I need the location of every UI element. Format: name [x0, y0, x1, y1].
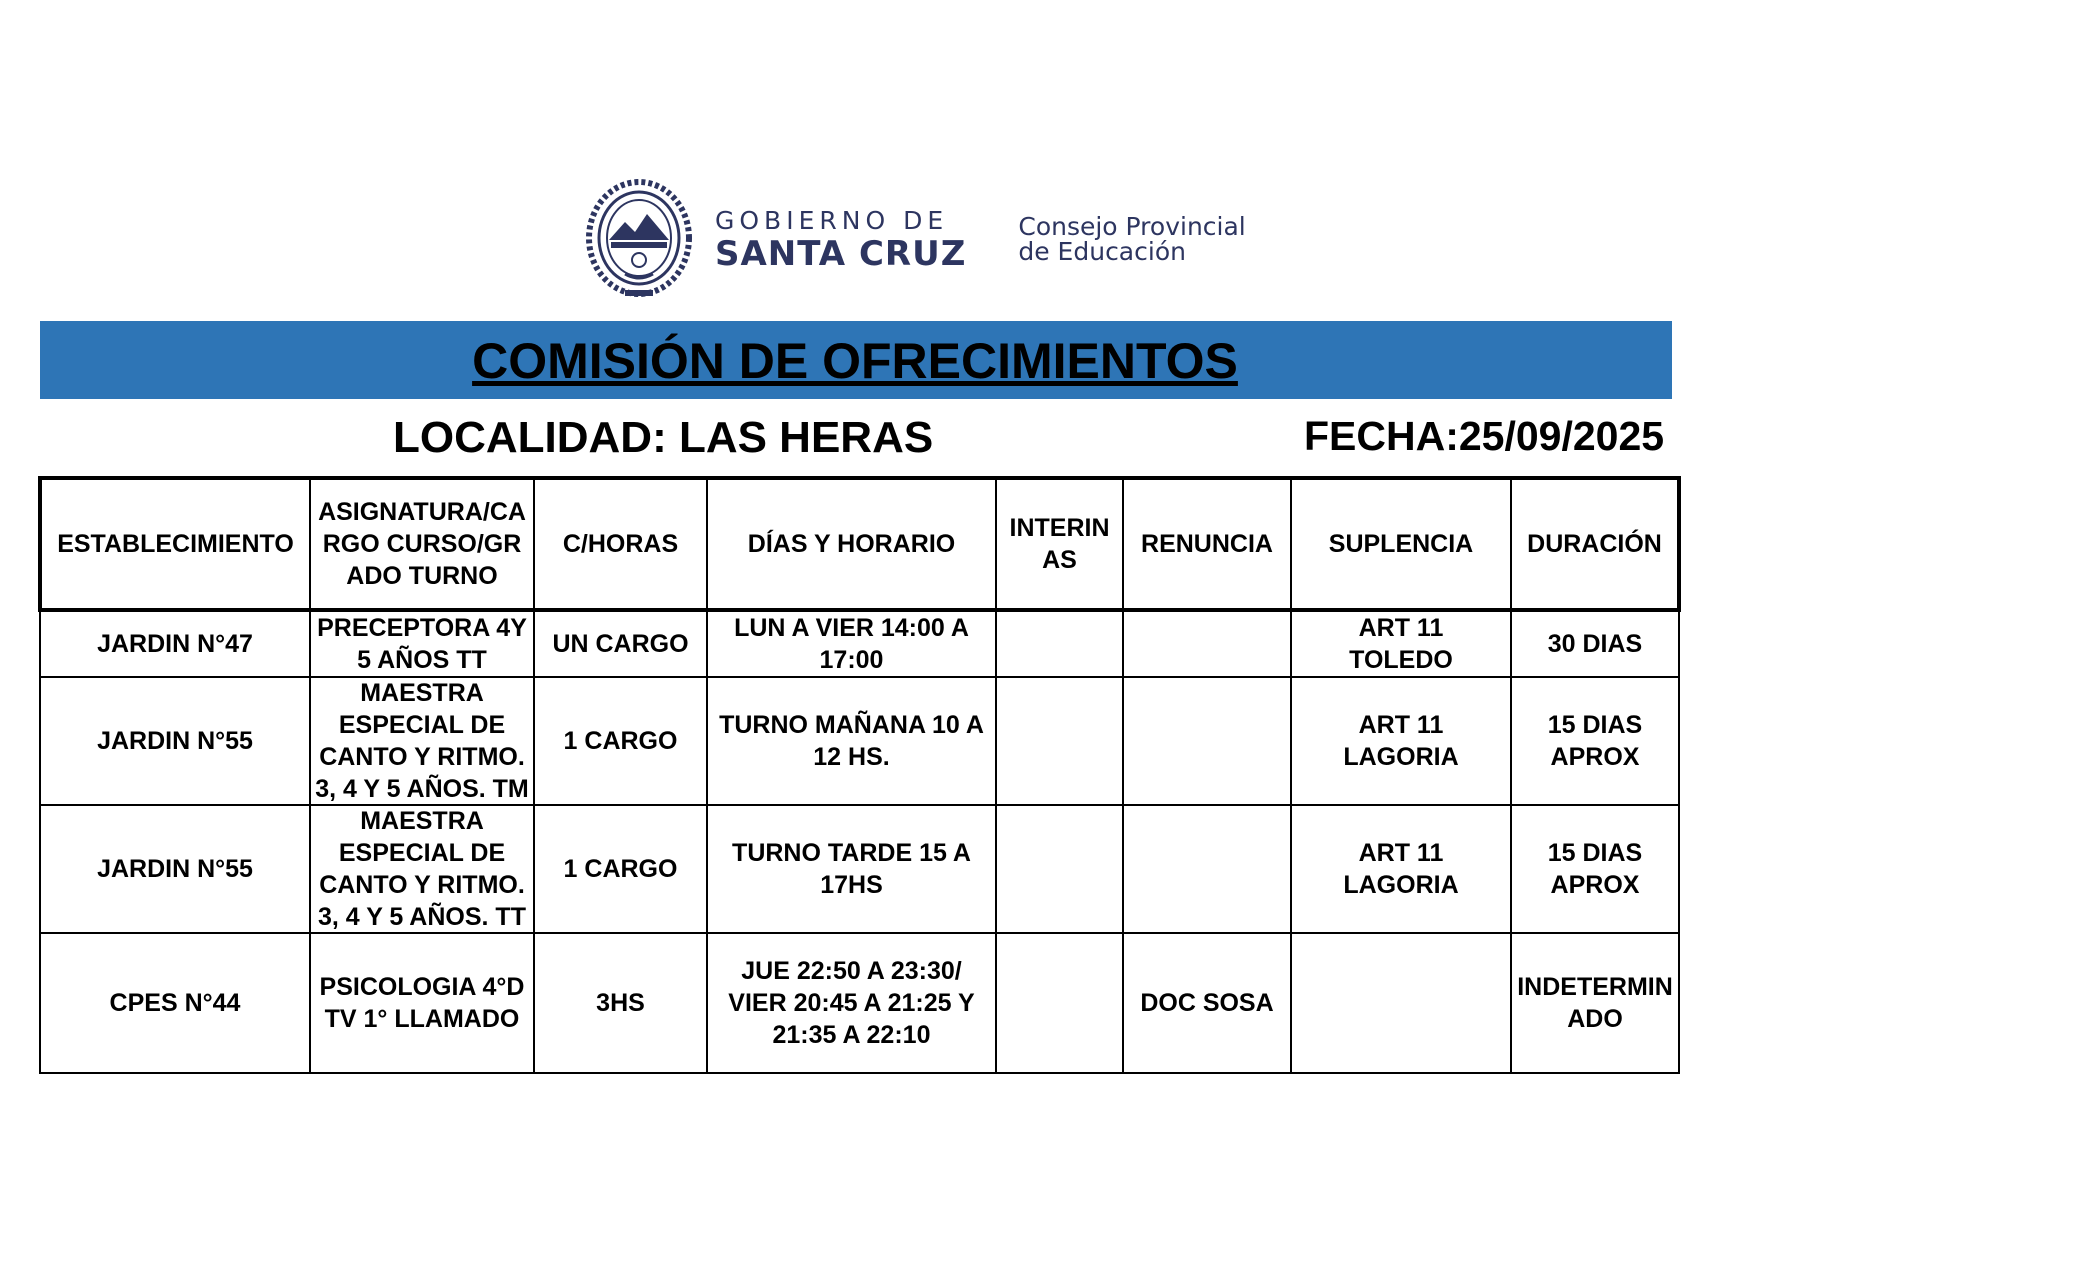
cell-duracion: 30 DIAS: [1511, 610, 1679, 677]
cell-choras: 3HS: [534, 933, 707, 1073]
cell-choras: UN CARGO: [534, 610, 707, 677]
table-row: [40, 677, 1679, 805]
cell-suplencia: ART 11 LAGORIA: [1291, 805, 1511, 933]
cell-suplencia: ART 11 TOLEDO: [1291, 610, 1511, 677]
santa-cruz-seal-icon: [585, 178, 693, 300]
col-choras: C/HORAS: [534, 478, 707, 610]
table-row: [40, 933, 1679, 1073]
cell-renuncia: DOC SOSA: [1123, 933, 1291, 1073]
cell-interinas: [996, 610, 1123, 677]
cell-establecimiento: JARDIN N°55: [40, 805, 310, 933]
cell-dias-horario: JUE 22:50 A 23:30/ VIER 20:45 A 21:25 Y 21:35 A 22:10: [707, 933, 996, 1073]
cell-asignatura: PSICOLOGIA 4°D TV 1° LLAMADO: [310, 933, 534, 1073]
cell-asignatura: [310, 677, 534, 805]
col-interinas: INTERINAS: [996, 478, 1123, 610]
table-header-row: [40, 478, 1679, 610]
gobierno-line1: GOBIERNO DE: [715, 205, 949, 235]
cell-renuncia: [1123, 610, 1291, 677]
col-suplencia: SUPLENCIA: [1291, 478, 1511, 610]
cell-duracion: INDETERMINADO: [1511, 933, 1679, 1073]
cell-duracion: 15 DIAS APROX: [1511, 805, 1679, 933]
cell-establecimiento: JARDIN N°47: [40, 610, 310, 677]
cell-asignatura: PRECEPTORA 4Y 5 AÑOS TT: [310, 610, 534, 677]
table-row: [40, 805, 1679, 933]
gobierno-wordmark: [715, 205, 967, 274]
table-row: [40, 610, 1679, 677]
cell-interinas: [996, 933, 1123, 1073]
cell-establecimiento: CPES N°44: [40, 933, 310, 1073]
cell-dias-horario: LUN A VIER 14:00 A 17:00: [707, 610, 996, 677]
cell-suplencia: [1291, 933, 1511, 1073]
col-asignatura: ASIGNATURA/CARGO CURSO/GRADO TURNO: [310, 478, 534, 610]
cell-renuncia: [1123, 677, 1291, 805]
localidad-label: LOCALIDAD: LAS HERAS: [393, 413, 934, 462]
fecha-label: FECHA:25/09/2025: [1304, 413, 1665, 459]
col-establecimiento: ESTABLECIMIENTO: [40, 478, 310, 610]
cell-dias-horario: TURNO TARDE 15 A 17HS: [707, 805, 996, 933]
cell-duracion: 15 DIAS APROX: [1511, 677, 1679, 805]
logo-header: [585, 178, 1246, 300]
cell-suplencia: ART 11 LAGORIA: [1291, 677, 1511, 805]
col-dias-horario: DÍAS Y HORARIO: [707, 478, 996, 610]
cell-asignatura-text: MAESTRA ESPECIAL DE CANTO Y RITMO. 3, 4 Y 5 AÑOS. TM: [315, 679, 529, 803]
gobierno-line2: SANTA CRUZ: [715, 233, 967, 274]
cell-choras: 1 CARGO: [534, 805, 707, 933]
cell-dias-horario: TURNO MAÑANA 10 A 12 HS.: [707, 677, 996, 805]
cell-choras: 1 CARGO: [534, 677, 707, 805]
cell-establecimiento: JARDIN N°55: [40, 677, 310, 805]
col-duracion: DURACIÓN: [1511, 478, 1679, 610]
cell-asignatura: [310, 805, 534, 933]
cell-interinas: [996, 805, 1123, 933]
ofrecimientos-table: [38, 476, 1681, 1074]
consejo-line2: de Educación: [1018, 237, 1186, 266]
cell-renuncia: [1123, 805, 1291, 933]
consejo-wordmark: [1018, 214, 1245, 264]
consejo-line1: Consejo Provincial: [1018, 212, 1246, 241]
cell-asignatura-text: MAESTRA ESPECIAL DE CANTO Y RITMO. 3, 4 Y 5 AÑOS. TT: [318, 807, 526, 931]
col-renuncia: RENUNCIA: [1123, 478, 1291, 610]
page-title: COMISIÓN DE OFRECIMIENTOS: [472, 333, 1238, 389]
cell-interinas: [996, 677, 1123, 805]
